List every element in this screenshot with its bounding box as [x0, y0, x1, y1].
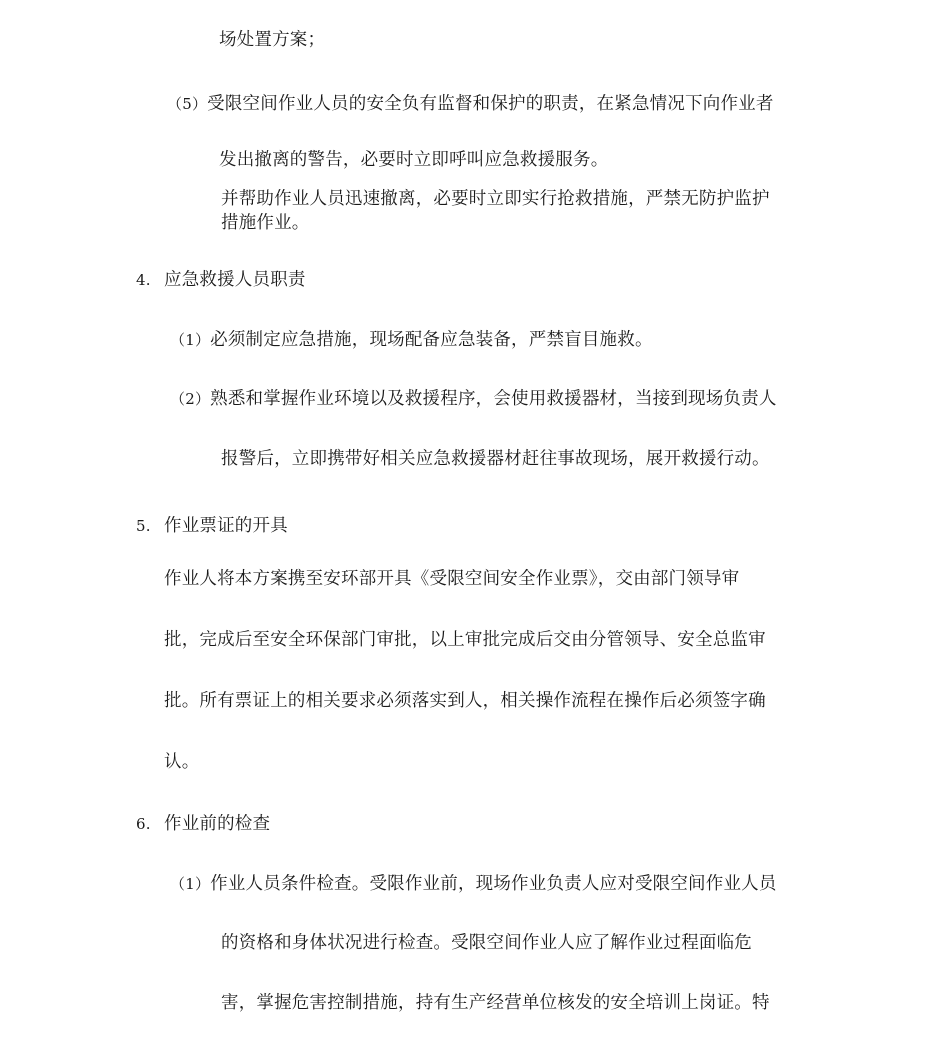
- list-item: [170, 872, 777, 896]
- line-text: 认。: [164, 752, 200, 772]
- item-marker: （1）: [170, 875, 211, 893]
- item-marker: （1）: [170, 331, 211, 349]
- text-line: [219, 28, 325, 52]
- line-text: 发出撤离的警告，必要时立即呼叫应急救援服务。: [219, 150, 609, 170]
- section-title: 作业票证的开具: [164, 516, 288, 536]
- line-text: 作业人员条件检查。受限作业前，现场作业负责人应对受限空间作业人员: [210, 874, 777, 894]
- line-text: 场处置方案；: [219, 30, 326, 50]
- text-line: [164, 628, 766, 652]
- section-number: 6.: [136, 815, 151, 833]
- text-line: [164, 689, 766, 713]
- section-heading: [136, 812, 270, 836]
- line-text: 的资格和身体状况进行检查。受限空间作业人应了解作业过程面临危: [221, 933, 752, 953]
- line-text: 报警后，立即携带好相关应急救援器材赶往事故现场，展开救援行动。: [221, 449, 770, 469]
- line-text: 必须制定应急措施，现场配备应急装备，严禁盲目施救。: [210, 330, 653, 350]
- section-title: 作业前的检查: [164, 814, 271, 834]
- list-item: [167, 92, 774, 116]
- line-text: 批，完成后至安全环保部门审批，以上审批完成后交由分管领导、安全总监审: [164, 630, 766, 650]
- section-heading: [136, 514, 288, 538]
- section-heading: [136, 268, 306, 292]
- text-line: [221, 187, 770, 211]
- section-number: 4.: [136, 271, 151, 289]
- text-line: [221, 447, 770, 471]
- section-number: 5.: [136, 517, 151, 535]
- list-item: [170, 328, 653, 352]
- item-marker: （5）: [167, 95, 208, 113]
- text-line: [221, 931, 752, 955]
- line-text: 批。所有票证上的相关要求必须落实到人，相关操作流程在操作后必须签字确: [164, 691, 766, 711]
- text-line: [164, 750, 199, 774]
- section-title: 应急救援人员职责: [164, 270, 306, 290]
- line-text: 并帮助作业人员迅速撤离，必要时立即实行抢救措施，严禁无防护监护: [221, 189, 770, 209]
- text-line: [221, 211, 310, 235]
- line-text: 害，掌握危害控制措施，持有生产经营单位核发的安全培训上岗证。特: [221, 993, 770, 1013]
- line-text: 措施作业。: [221, 213, 310, 233]
- text-line: [221, 991, 770, 1015]
- item-marker: （2）: [170, 390, 211, 408]
- text-line: [219, 148, 608, 172]
- line-text: 作业人将本方案携至安环部开具《受限空间安全作业票》，交由部门领导审: [164, 569, 740, 589]
- line-text: 熟悉和掌握作业环境以及救援程序，会使用救援器材，当接到现场负责人: [210, 389, 777, 409]
- list-item: [170, 387, 777, 411]
- text-line: [164, 567, 739, 591]
- line-text: 受限空间作业人员的安全负有监督和保护的职责，在紧急情况下向作业者: [207, 94, 774, 114]
